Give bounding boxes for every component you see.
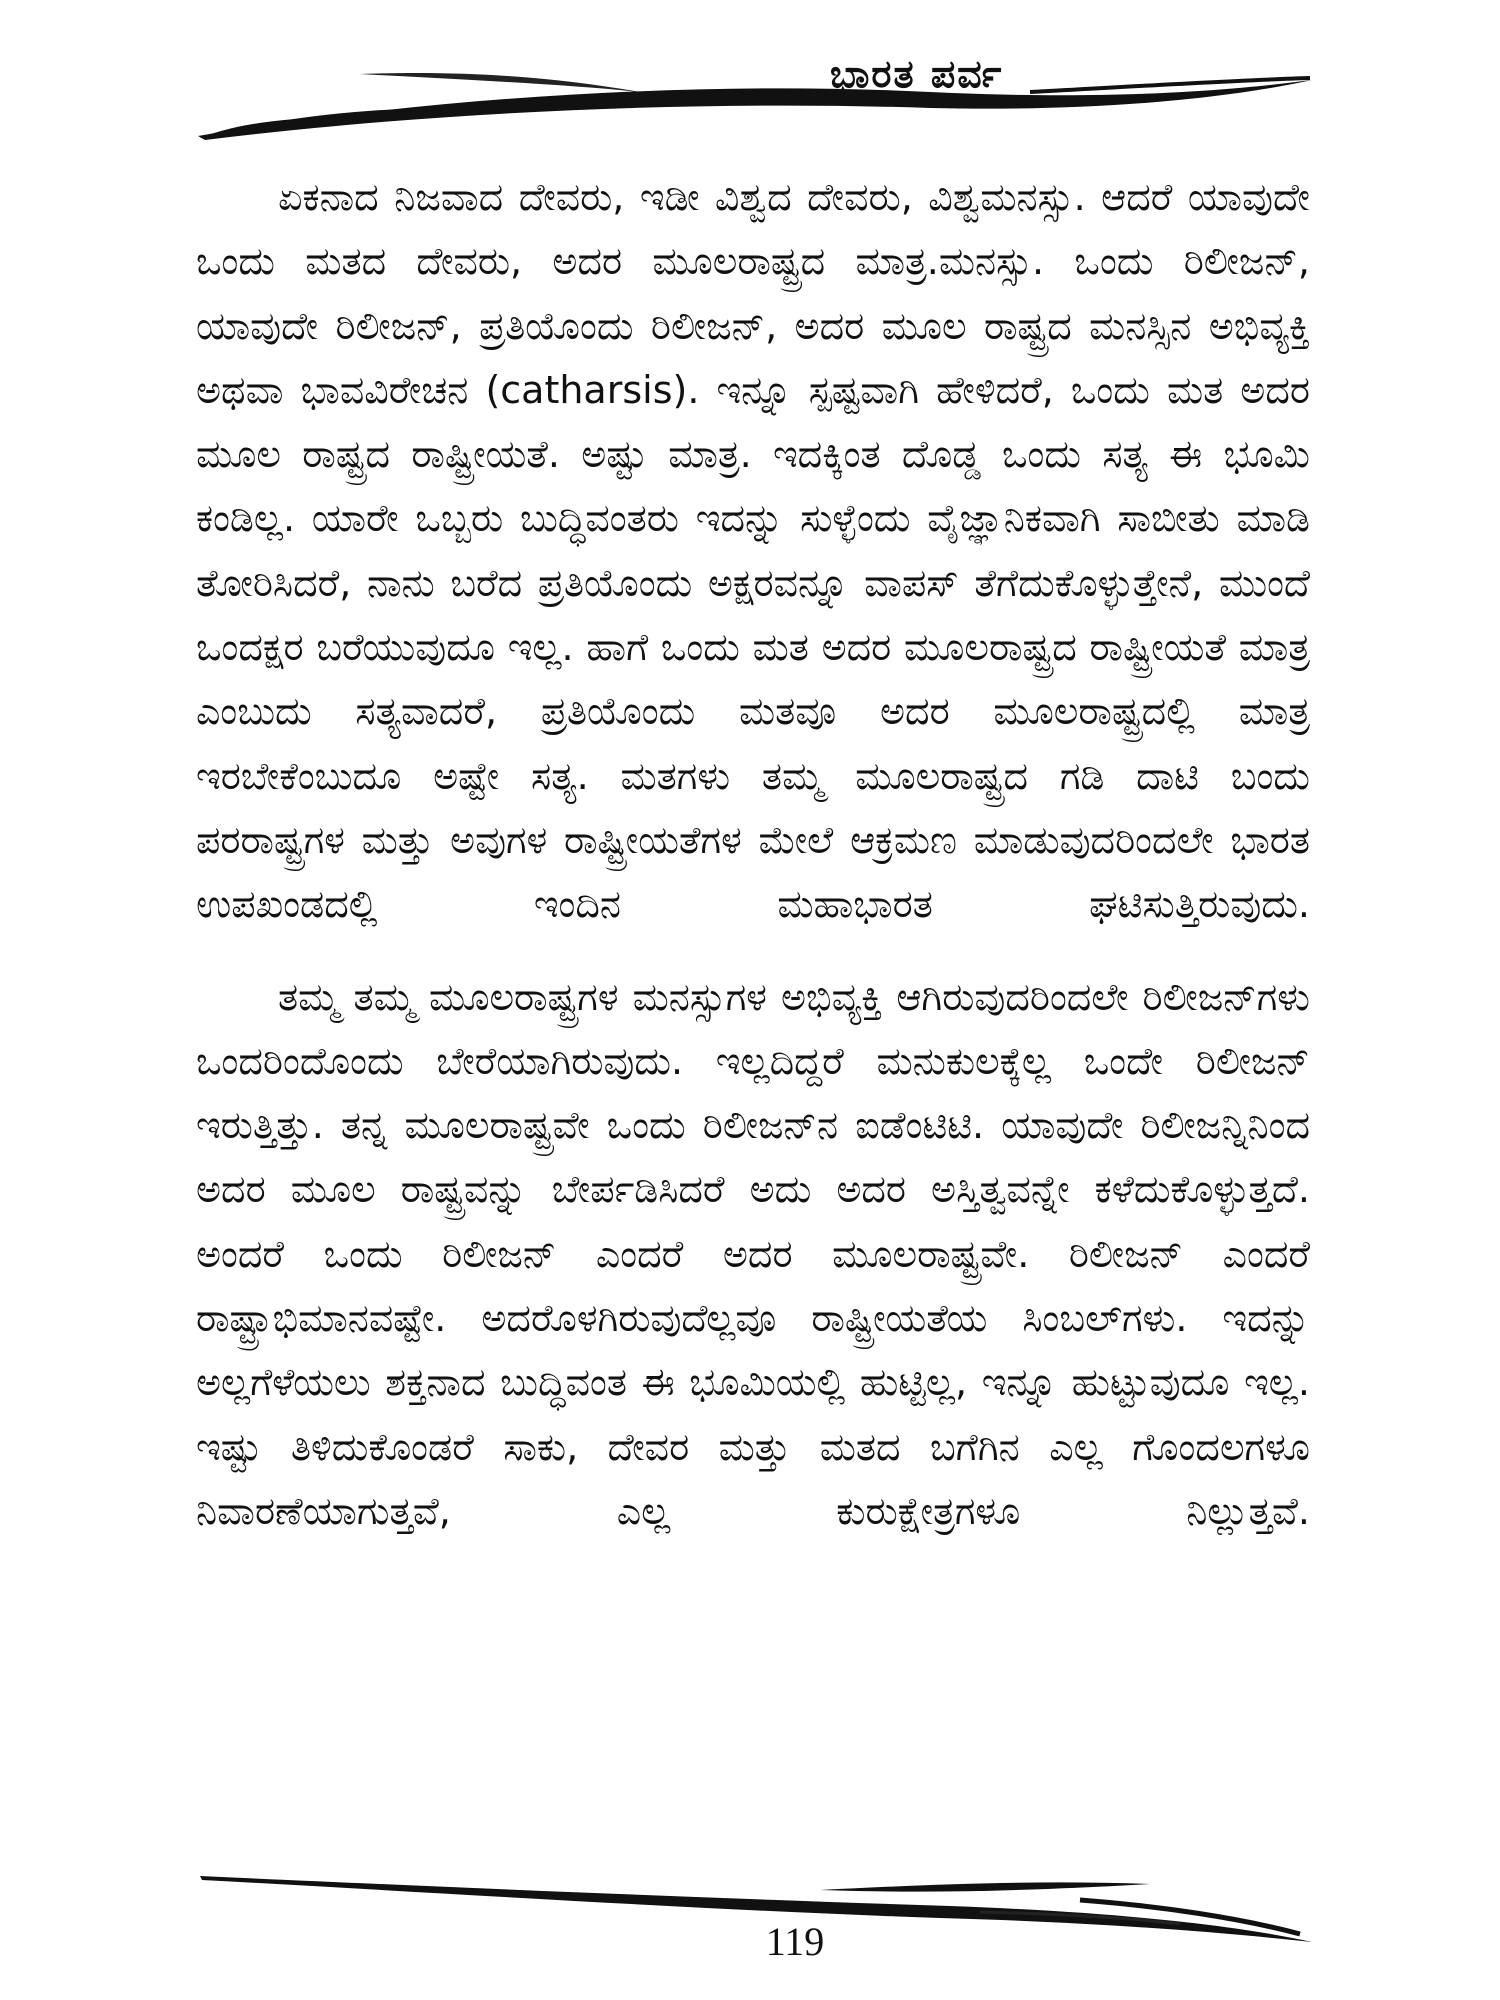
page-number: 119 — [765, 1919, 825, 1964]
body-text — [196, 165, 1310, 1543]
paragraph-2: ತಮ್ಮ ತಮ್ಮ ಮೂಲರಾಷ್ಟ್ರಗಳ ಮನಸ್ಸುಗಳ ಅಭಿವ್ಯಕ್ತಿ ಆಗಿರುವುದರಿಂದಲೇ ರಿಲೀಜನ್‌ಗಳು ಒಂದರಿಂದೊಂದು ಬೇರೆಯಾಗಿರುವುದು. ಇಲ್ಲದಿದ್ದರೆ ಮನುಕುಲಕ್ಕೆಲ್ಲ ಒಂದೇ ರಿಲೀಜನ್ ಇರುತ್ತಿತ್ತು. ತನ್ನ ಮೂಲರಾಷ್ಟ್ರವೇ ಒಂದು ರಿಲೀಜನ್‌ನ ಐಡೆಂಟಿಟಿ. ಯಾವುದೇ ರಿಲೀಜನ್ನಿನಿಂದ ಅದರ ಮೂಲ ರಾಷ್ಟ್ರವನ್ನು ಬೇರ್ಪಡಿಸಿದರೆ ಅದು ಅದರ ಅಸ್ತಿತ್ವವನ್ನೇ ಕಳೆದುಕೊಳ್ಳುತ್ತದೆ. ಅಂದರೆ ಒಂದು ರಿಲೀಜನ್ ಎಂದರೆ ಅದರ ಮೂಲರಾಷ್ಟ್ರವೇ. ರಿಲೀಜನ್ ಎಂದರೆ ರಾಷ್ಟ್ರಾಭಿಮಾನವಷ್ಟೇ. ಅದರೊಳಗಿರುವುದೆಲ್ಲವೂ ರಾಷ್ಟ್ರೀಯತೆಯ ಸಿಂಬಲ್‌ಗಳು. ಇದನ್ನು ಅಲ್ಲಗೆಳೆಯಲು ಶಕ್ತನಾದ ಬುದ್ಧಿವಂತ ಈ ಭೂಮಿಯಲ್ಲಿ ಹುಟ್ಟಿಲ್ಲ, ಇನ್ನೂ ಹುಟ್ಟುವುದೂ ಇಲ್ಲ. ಇಷ್ಟು ತಿಳಿದುಕೊಂಡರೆ ಸಾಕು, ದೇವರ ಮತ್ತು ಮತದ ಬಗೆಗಿನ ಎಲ್ಲ ಗೊಂದಲಗಳೂ ನಿವಾರಣೆಯಾಗುತ್ತವೆ, ಎಲ್ಲ ಕುರುಕ್ಷೇತ್ರಗಳೂ ನಿಲ್ಲುತ್ತವೆ. — [196, 974, 1310, 1533]
header-decorative-rule — [0, 50, 1500, 160]
running-header-title: ಭಾರತ ಪರ್ವ — [830, 52, 1004, 96]
paragraph-1: ಏಕನಾದ ನಿಜವಾದ ದೇವರು, ಇಡೀ ವಿಶ್ವದ ದೇವರು, ವಿಶ್ವಮನಸ್ಸು. ಆದರೆ ಯಾವುದೇ ಒಂದು ಮತದ ದೇವರು, ಅದರ ಮೂಲರಾಷ್ಟ್ರದ ಮಾತ್ರ.ಮನಸ್ಸು. ಒಂದು ರಿಲೀಜನ್, ಯಾವುದೇ ರಿಲೀಜನ್, ಪ್ರತಿಯೊಂದು ರಿಲೀಜನ್, ಅದರ ಮೂಲ ರಾಷ್ಟ್ರದ ಮನಸ್ಸಿನ ಅಭಿವ್ಯಕ್ತಿ ಅಥವಾ ಭಾವವಿರೇಚನ (catharsis). ಇನ್ನೂ ಸ್ಪಷ್ಟವಾಗಿ ಹೇಳಿದರೆ, ಒಂದು ಮತ ಅದರ ಮೂಲ ರಾಷ್ಟ್ರದ ರಾಷ್ಟ್ರೀಯತೆ. ಅಷ್ಟು ಮಾತ್ರ. ಇದಕ್ಕಿಂತ ದೊಡ್ಡ ಒಂದು ಸತ್ಯ ಈ ಭೂಮಿ ಕಂಡಿಲ್ಲ. ಯಾರೇ ಒಬ್ಬರು ಬುದ್ಧಿವಂತರು ಇದನ್ನು ಸುಳ್ಳೆಂದು ವೈಜ್ಞಾನಿಕವಾಗಿ ಸಾಬೀತು ಮಾಡಿ ತೋರಿಸಿದರೆ, ನಾನು ಬರೆದ ಪ್ರತಿಯೊಂದು ಅಕ್ಷರವನ್ನೂ ವಾಪಸ್ ತೆಗೆದುಕೊಳ್ಳುತ್ತೇನೆ, ಮುಂದೆ ಒಂದಕ್ಷರ ಬರೆಯುವುದೂ ಇಲ್ಲ. ಹಾಗೆ ಒಂದು ಮತ ಅದರ ಮೂಲರಾಷ್ಟ್ರದ ರಾಷ್ಟ್ರೀಯತೆ ಮಾತ್ರ ಎಂಬುದು ಸತ್ಯವಾದರೆ, ಪ್ರತಿಯೊಂದು ಮತವೂ ಅದರ ಮೂಲರಾಷ್ಟ್ರದಲ್ಲಿ ಮಾತ್ರ ಇರಬೇಕೆಂಬುದೂ ಅಷ್ಟೇ ಸತ್ಯ. ಮತಗಳು ತಮ್ಮ ಮೂಲರಾಷ್ಟ್ರದ ಗಡಿ ದಾಟಿ ಬಂದು ಪರರಾಷ್ಟ್ರಗಳ ಮತ್ತು ಅವುಗಳ ರಾಷ್ಟ್ರೀಯತೆಗಳ ಮೇಲೆ ಆಕ್ರಮಣ ಮಾಡುವುದರಿಂದಲೇ ಭಾರತ ಉಪಖಂಡದಲ್ಲಿ ಇಂದಿನ ಮಹಾಭಾರತ ಘಟಿಸುತ್ತಿರುವುದು. — [196, 175, 1310, 927]
